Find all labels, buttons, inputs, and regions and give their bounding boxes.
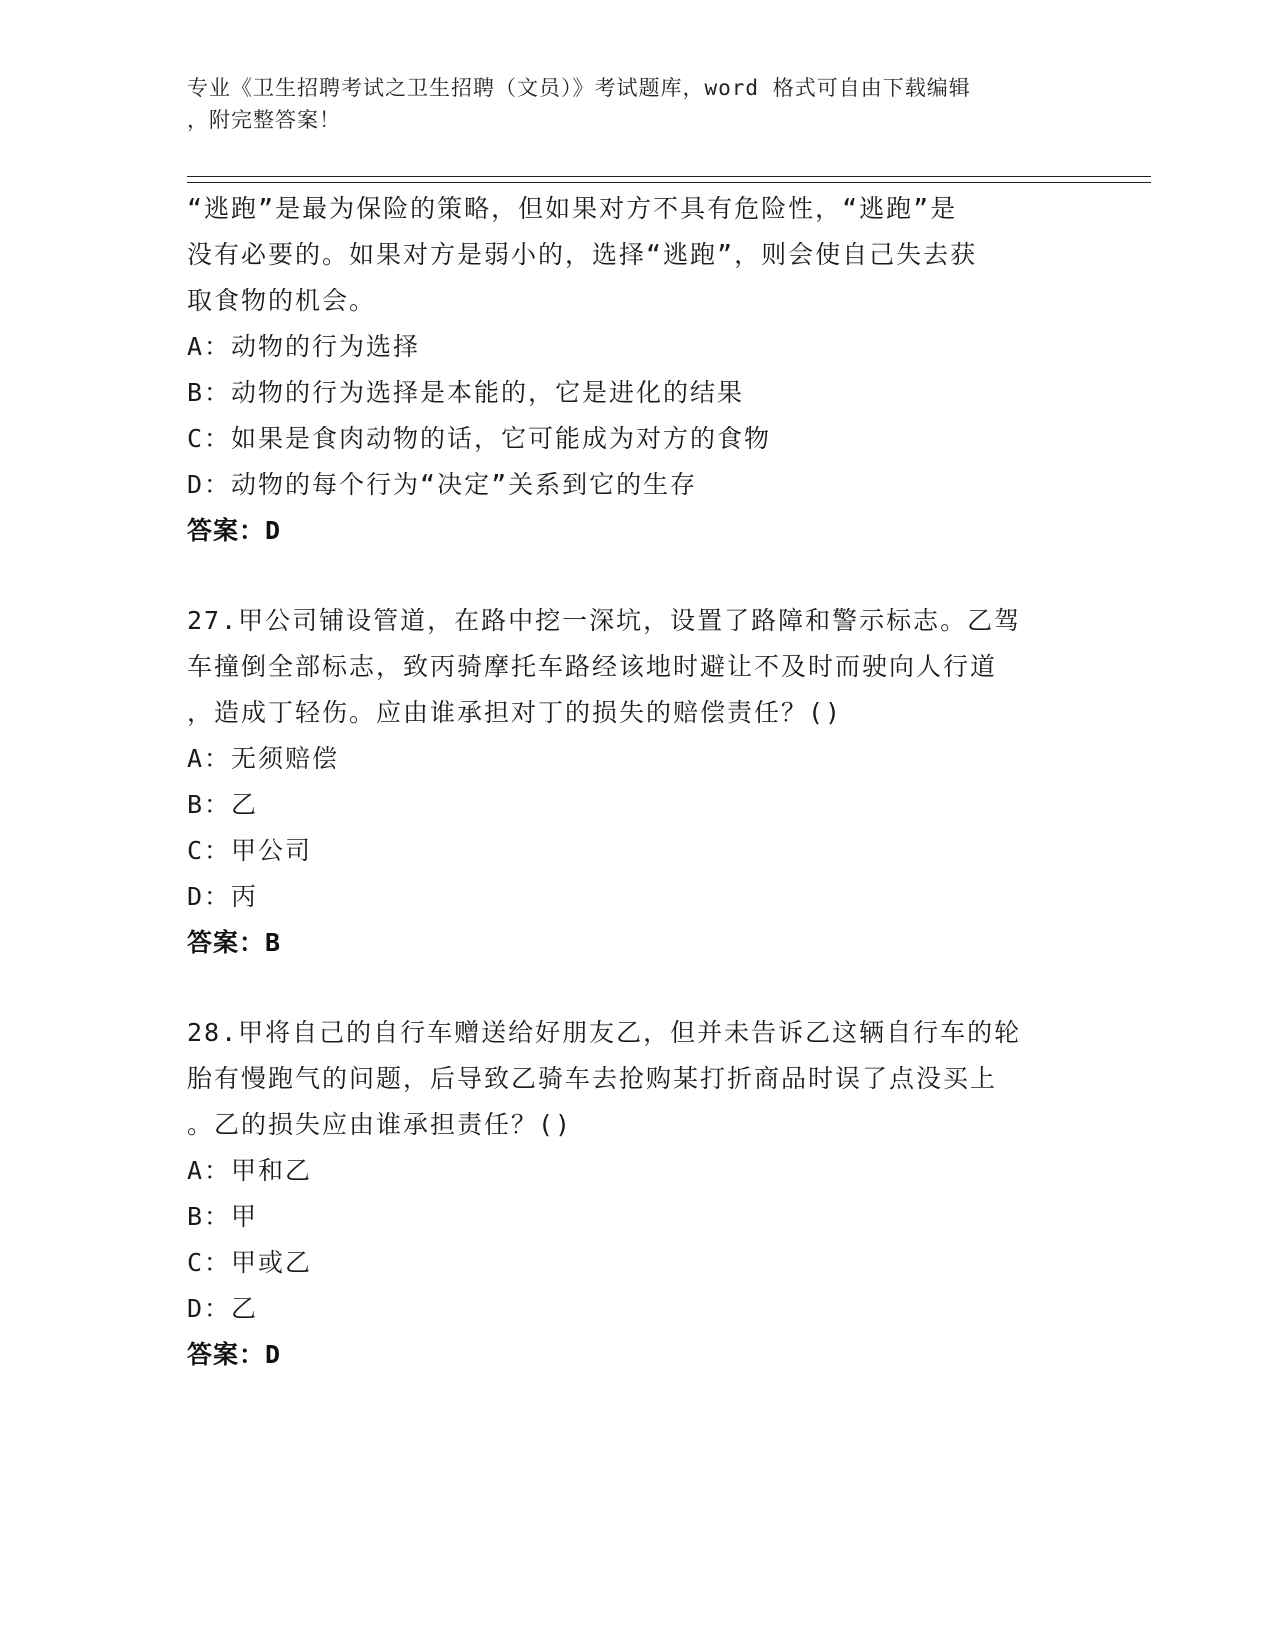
question-stem — [187, 186, 1087, 324]
document-header — [187, 72, 1067, 136]
question-26 — [187, 186, 1087, 554]
option-d: D：乙 — [187, 1294, 259, 1323]
option-a: A：动物的行为选择 — [187, 332, 421, 361]
stem-line: 27.甲公司铺设管道，在路中挖一深坑，设置了路障和警示标志。乙驾 — [187, 606, 1022, 635]
stem-line: ，造成丁轻伤。应由谁承担对丁的损失的赔偿责任？() — [187, 698, 843, 727]
stem-line: 车撞倒全部标志，致丙骑摩托车路经该地时避让不及时而驶向人行道 — [187, 652, 998, 681]
header-double-rule — [187, 176, 1151, 183]
stem-line: 28.甲将自己的自行车赠送给好朋友乙，但并未告诉乙这辆自行车的轮 — [187, 1018, 1022, 1047]
option-c: C：甲或乙 — [187, 1248, 313, 1277]
stem-line: 。乙的损失应由谁承担责任？() — [187, 1110, 573, 1139]
header-line-1: 专业《卫生招聘考试之卫生招聘（文员）》考试题库，word 格式可自由下载编辑 — [187, 76, 971, 100]
option-c: C：如果是食肉动物的话，它可能成为对方的食物 — [187, 424, 772, 453]
answer-label: 答案：D — [187, 516, 282, 545]
header-line-2: ，附完整答案！ — [187, 108, 341, 132]
option-a: A：甲和乙 — [187, 1156, 313, 1185]
option-b: B：动物的行为选择是本能的，它是进化的结果 — [187, 378, 745, 407]
option-b: B：乙 — [187, 790, 259, 819]
answer-label: 答案：D — [187, 1340, 282, 1369]
stem-line: “逃跑”是最为保险的策略，但如果对方不具有危险性，“逃跑”是 — [187, 194, 958, 223]
question-27 — [187, 598, 1087, 966]
option-c: C：甲公司 — [187, 836, 313, 865]
option-d: D：丙 — [187, 882, 259, 911]
question-stem — [187, 1010, 1087, 1148]
stem-line: 胎有慢跑气的问题，后导致乙骑车去抢购某打折商品时误了点没买上 — [187, 1064, 998, 1093]
option-b: B：甲 — [187, 1202, 259, 1231]
question-stem — [187, 598, 1087, 736]
question-28 — [187, 1010, 1087, 1378]
answer-label: 答案：B — [187, 928, 282, 957]
stem-line: 没有必要的。如果对方是弱小的，选择“逃跑”，则会使自己失去获 — [187, 240, 978, 269]
stem-line: 取食物的机会。 — [187, 286, 377, 315]
option-a: A：无须赔偿 — [187, 744, 340, 773]
option-d: D：动物的每个行为“决定”关系到它的生存 — [187, 470, 698, 499]
document-body — [187, 186, 1087, 1378]
